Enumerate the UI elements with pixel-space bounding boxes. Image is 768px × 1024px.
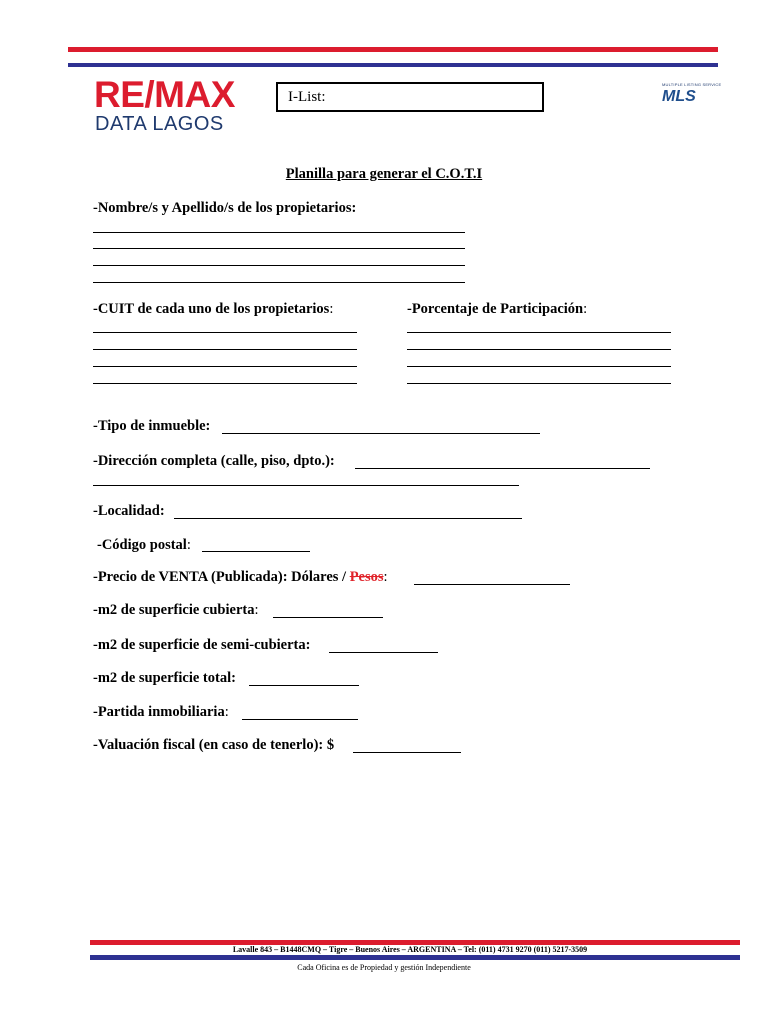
participation-line-2[interactable] [407,349,671,350]
m2-total-label: -m2 de superficie total: [93,670,236,686]
header-blue-bar [68,63,718,67]
m2-semi-label: -m2 de superficie de semi-cubierta: [93,637,311,653]
header-red-bar [68,47,718,52]
owners-label: -Nombre/s y Apellido/s de los propietarios: [93,200,357,216]
direccion-label: -Dirección completa (calle, piso, dpto.): [93,453,335,469]
valuacion-label: -Valuación fiscal (en caso de tenerlo): $ [93,737,335,753]
remax-logo: RE/MAX [94,74,235,115]
m2-total-line[interactable] [249,685,359,686]
participation-line-1[interactable] [407,332,671,333]
cuit-label [93,301,333,318]
mls-logo-text: MLS [662,88,696,105]
owners-line-3[interactable] [93,265,465,266]
codigo-colon: : [186,537,191,553]
remax-logo-subtitle: DATA LAGOS [95,113,224,135]
owners-line-2[interactable] [93,248,465,249]
footer-blue-bar [90,955,740,960]
participation-colon: : [583,301,588,317]
precio-line[interactable] [414,584,570,585]
partida-colon: : [224,704,229,720]
tipo-line[interactable] [222,433,540,434]
partida-label-text: -Partida inmobiliaria [93,704,225,720]
codigo-line[interactable] [202,551,310,552]
precio-label [93,569,388,586]
footer-tagline: Cada Oficina es de Propiedad y gestión Independiente [297,963,471,972]
cuit-line-1[interactable] [93,332,357,333]
precio-label-text: -Precio de VENTA (Publicada): Dólares / [93,569,350,585]
m2-cubierta-line[interactable] [273,617,383,618]
m2-semi-line[interactable] [329,652,438,653]
direccion-line-1[interactable] [355,468,650,469]
localidad-label: -Localidad: [93,503,165,519]
owners-line-1[interactable] [93,232,465,233]
direccion-line-2[interactable] [93,485,519,486]
localidad-line[interactable] [174,518,522,519]
owners-line-4[interactable] [93,282,465,283]
valuacion-line[interactable] [353,752,461,753]
partida-line[interactable] [242,719,358,720]
cuit-label-text: -CUIT de cada uno de los propietarios [93,301,330,317]
precio-colon: : [383,569,388,585]
participation-line-4[interactable] [407,383,671,384]
participation-label [407,301,587,318]
cuit-colon: : [329,301,334,317]
participation-label-text: -Porcentaje de Participación [407,301,584,317]
cuit-line-3[interactable] [93,366,357,367]
cuit-line-4[interactable] [93,383,357,384]
codigo-label [97,537,191,554]
footer-address: Lavalle 843 – B1448CMQ – Tigre – Buenos Aires – ARGENTINA – Tel: (011) 4731 9270 (011) 5217-3509 [232,945,588,954]
m2-cubierta-label [93,602,259,619]
participation-line-3[interactable] [407,366,671,367]
m2-cubierta-label-text: -m2 de superficie cubierta [93,602,255,618]
ilist-field[interactable] [276,82,544,112]
precio-pesos: Pesos [349,569,384,585]
form-title: Planilla para generar el C.O.T.I [285,166,483,182]
tipo-label: -Tipo de inmueble: [93,418,211,434]
m2-cubierta-colon: : [254,602,259,618]
ilist-label: I-List: [288,89,326,105]
codigo-label-text: -Código postal [97,537,187,553]
mls-logo [662,82,722,108]
cuit-line-2[interactable] [93,349,357,350]
mls-tagline: MULTIPLE LISTING SERVICE [662,82,722,87]
partida-label [93,704,229,721]
